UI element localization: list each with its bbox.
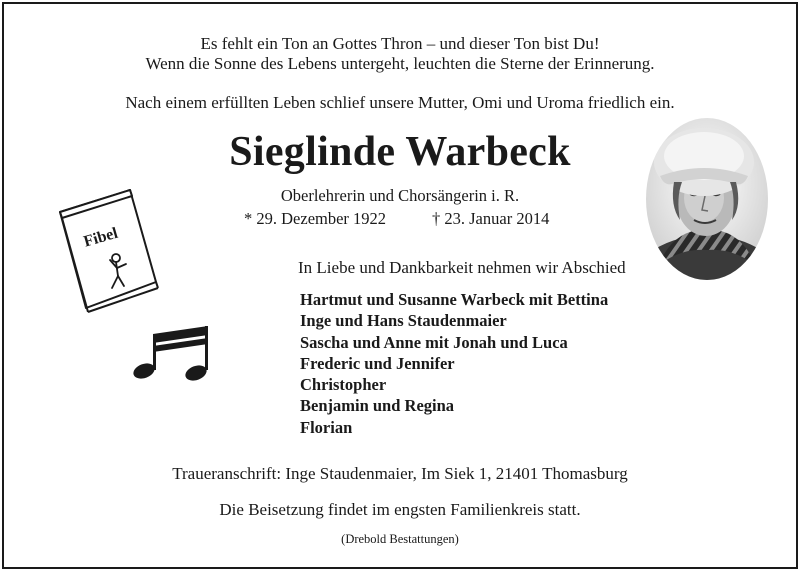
mourner-line: Christopher bbox=[300, 375, 387, 395]
birth-date: * 29. Dezember 1922 bbox=[244, 209, 387, 228]
verse-line-1: Es fehlt ein Ton an Gottes Thron – und dieser Ton bist Du! bbox=[200, 34, 600, 53]
portrait-photo bbox=[644, 116, 770, 282]
mourner-line: Benjamin und Regina bbox=[300, 396, 455, 416]
death-date: † 23. Januar 2014 bbox=[432, 209, 550, 228]
farewell-text: In Liebe und Dankbarkeit nehmen wir Abschied bbox=[298, 258, 626, 277]
verse-line-2: Wenn die Sonne des Lebens untergeht, leuchten die Sterne der Erinnerung. bbox=[145, 54, 655, 73]
mourner-line: Inge und Hans Staudenmaier bbox=[300, 311, 507, 331]
music-note-icon bbox=[128, 322, 212, 384]
book-icon bbox=[50, 184, 162, 314]
undertaker-name: (Drebold Bestattungen) bbox=[341, 532, 459, 546]
funeral-note: Die Beisetzung findet im engsten Familienkreis statt. bbox=[219, 500, 581, 519]
deceased-occupation: Oberlehrerin und Chorsängerin i. R. bbox=[280, 186, 520, 205]
intro-text: Nach einem erfüllten Leben schlief unsere Mutter, Omi und Uroma friedlich ein. bbox=[125, 93, 675, 112]
mourning-address: Traueranschrift: Inge Staudenmaier, Im Siek 1, 21401 Thomasburg bbox=[172, 464, 628, 483]
mourners-list bbox=[300, 289, 608, 438]
mourner-line: Sascha und Anne mit Jonah und Luca bbox=[300, 332, 568, 352]
mourner-line: Frederic und Jennifer bbox=[300, 353, 455, 373]
mourner-line: Florian bbox=[300, 417, 353, 437]
mourner-line: Hartmut und Susanne Warbeck mit Bettina bbox=[300, 290, 609, 309]
obituary-notice bbox=[2, 2, 798, 569]
deceased-name: Sieglinde Warbeck bbox=[229, 129, 571, 175]
book-label: Fibel bbox=[81, 224, 120, 251]
